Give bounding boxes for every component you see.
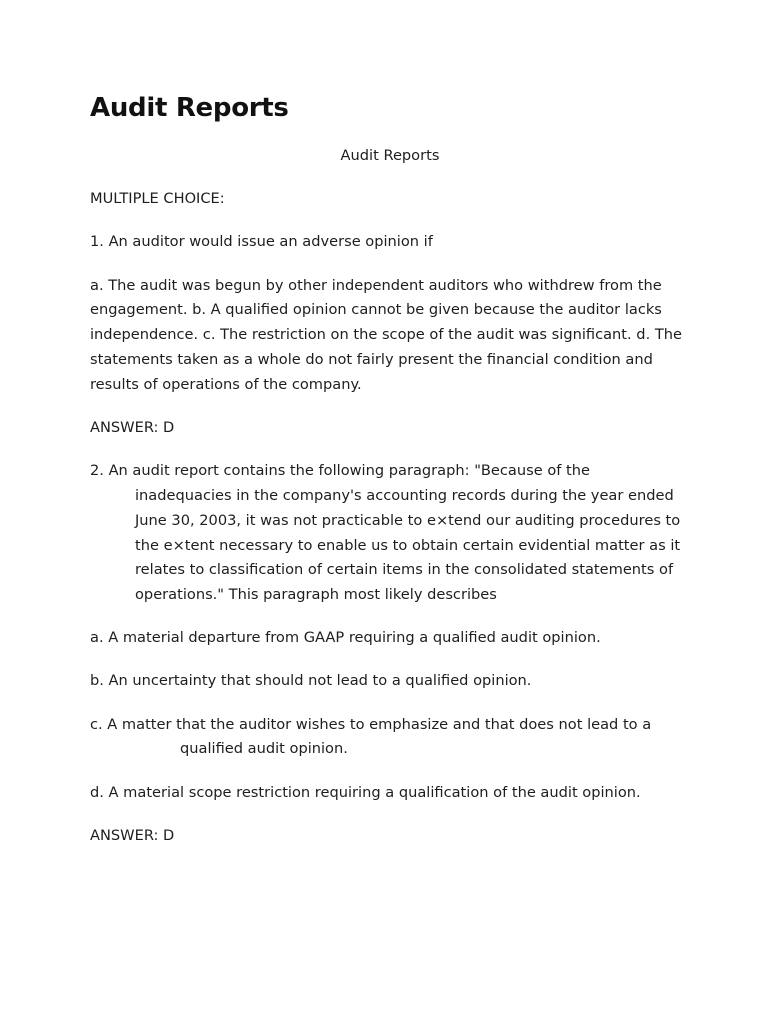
question-2-option-d: d. A material scope restriction requiring a qualification of the audit opinion. — [90, 783, 641, 801]
question-1-stem: 1. An auditor would issue an adverse opinion if — [90, 233, 433, 251]
question-2-answer: ANSWER: D — [90, 826, 175, 844]
section-label: MULTIPLE CHOICE: — [90, 190, 225, 208]
question-2-stem: 2. An audit report contains the following paragraph: "Because of the inadequacies in the company's accounting records during the year ended June 30, 2003, it was not practicable to e×tend our auditing procedures to the e×tent necessary to enable us to obtain certain evidential matter as it relates to classification of certain items in the consolidated statements of operations." This paragraph most likely describes — [90, 462, 681, 604]
document-title: Audit Reports — [90, 93, 289, 123]
question-1-options: a. The audit was begun by other independent auditors who withdrew from the engagement. b. A qualified opinion cannot be given because the auditor lacks independence. c. The restriction on the scope of the audit was significant. d. The statements taken as a whole do not fairly present the financial condition and results of operations of the company. — [90, 276, 682, 393]
document-subtitle: Audit Reports — [340, 147, 440, 164]
question-2-option-c: c. A matter that the auditor wishes to emphasize and that does not lead to a qualified audit opinion. — [90, 715, 652, 758]
question-2-option-b: b. An uncertainty that should not lead to a qualified opinion. — [90, 672, 532, 690]
question-1-answer: ANSWER: D — [90, 418, 175, 436]
document-body — [90, 144, 690, 867]
question-2-option-a: a. A material departure from GAAP requiring a qualified audit opinion. — [90, 629, 601, 647]
